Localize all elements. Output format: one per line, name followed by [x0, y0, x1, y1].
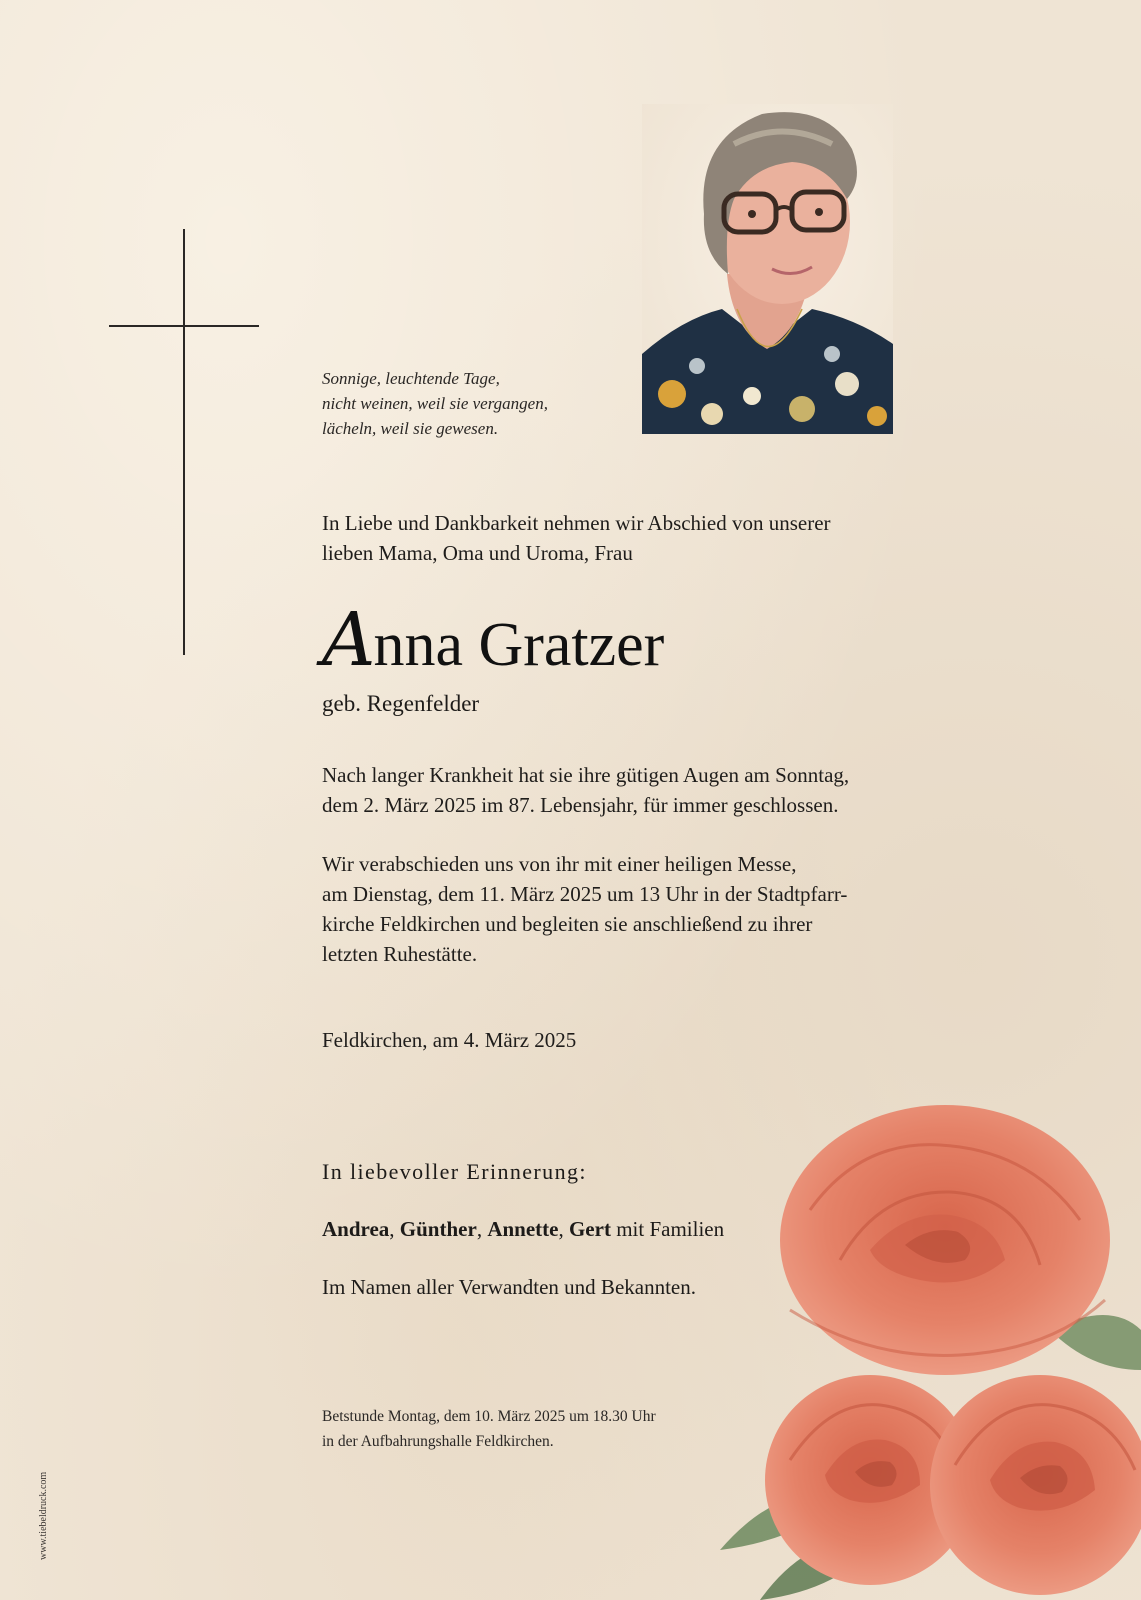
funeral-details: [322, 849, 847, 969]
prayer-line: in der Aufbahrungshalle Feldkirchen.: [322, 1433, 554, 1450]
prayer-note: [322, 1404, 656, 1454]
funeral-line: Wir verabschieden uns von ihr mit einer heiligen Messe,: [322, 852, 797, 876]
mourner-name: Günther: [399, 1217, 477, 1241]
birth-name: geb. Regenfelder: [322, 691, 480, 716]
names-suffix: mit Familien: [610, 1217, 725, 1241]
name-first-rest: nna: [373, 611, 463, 679]
intro-line: lieben Mama, Oma und Uroma, Frau: [322, 541, 633, 565]
intro-line: In Liebe und Dankbarkeit nehmen wir Abschied von unserer: [322, 511, 831, 535]
intro-text: [322, 508, 831, 568]
name-separator: ,: [476, 1217, 488, 1241]
deceased-name: [322, 597, 665, 683]
name-last: Gratzer: [478, 611, 665, 679]
mourners-names: [322, 1217, 724, 1242]
prayer-line: Betstunde Montag, dem 10. März 2025 um 18.30 Uhr: [322, 1408, 656, 1425]
announcement-line: dem 2. März 2025 im 87. Lebensjahr, für immer geschlossen.: [322, 793, 839, 817]
cross-vertical: [183, 229, 185, 655]
funeral-line: letzten Ruhestätte.: [322, 942, 478, 966]
name-separator: ,: [389, 1217, 400, 1241]
memorial-quote: [322, 366, 548, 441]
mourner-name: Gert: [568, 1217, 611, 1241]
mourner-name: Annette: [487, 1217, 559, 1241]
place-date: Feldkirchen, am 4. März 2025: [322, 1028, 577, 1052]
printer-url: www.tiebeldruck.com: [38, 1471, 49, 1560]
funeral-line: am Dienstag, dem 11. März 2025 um 13 Uhr in der Stadtpfarr-: [322, 882, 848, 906]
mourner-name: Andrea: [322, 1217, 390, 1241]
quote-line: nicht weinen, weil sie vergangen,: [322, 394, 548, 413]
death-announcement: [322, 760, 849, 820]
cross-horizontal: [109, 325, 259, 327]
funeral-line: kirche Feldkirchen und begleiten sie anschließend zu ihrer: [322, 912, 813, 936]
announcement-line: Nach langer Krankheit hat sie ihre gütigen Augen am Sonntag,: [322, 763, 850, 787]
roses-illustration: [720, 1100, 1141, 1600]
name-initial: A: [322, 597, 374, 683]
portrait-photo: [642, 104, 893, 434]
quote-line: Sonnige, leuchtende Tage,: [322, 369, 500, 388]
name-separator: ,: [558, 1217, 569, 1241]
memory-title: In liebevoller Erinnerung:: [322, 1159, 587, 1184]
relatives-line: Im Namen aller Verwandten und Bekannten.: [322, 1275, 696, 1299]
quote-line: lächeln, weil sie gewesen.: [322, 419, 499, 438]
